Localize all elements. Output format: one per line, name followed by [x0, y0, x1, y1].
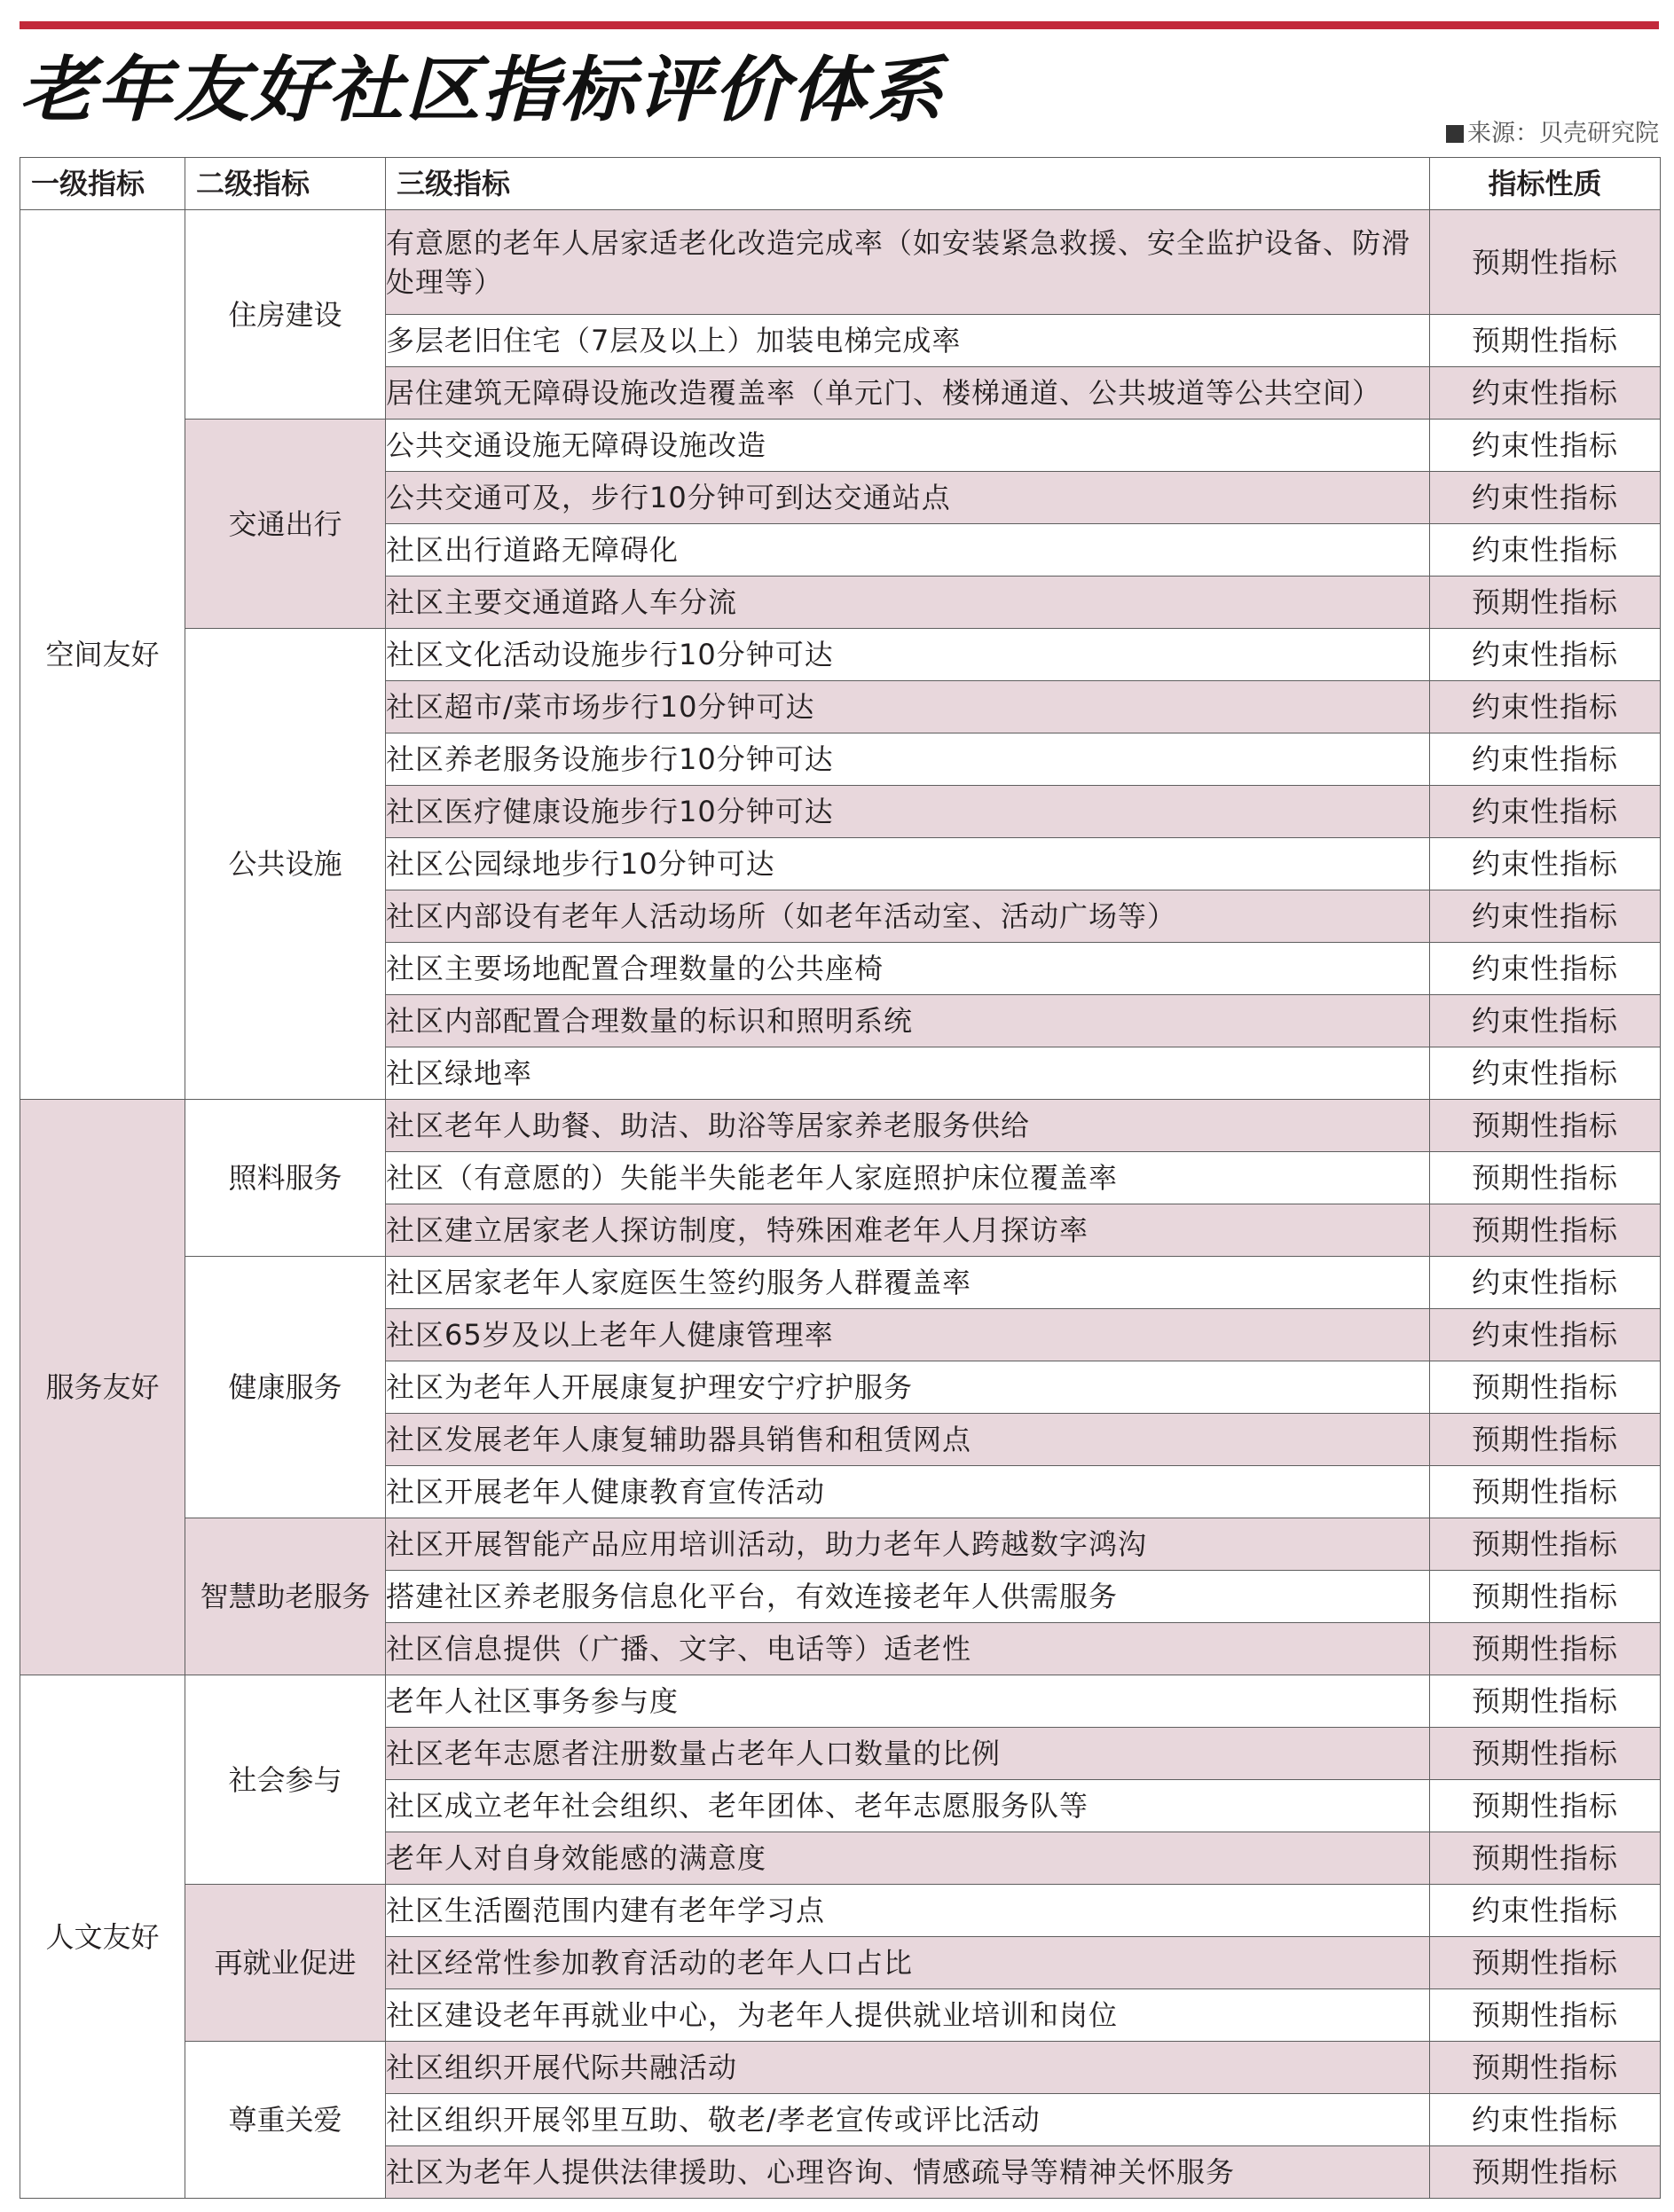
level3-cell: 社区居家老年人家庭医生签约服务人群覆盖率 — [386, 1257, 1430, 1309]
level3-cell: 社区发展老年人康复辅助器具销售和租赁网点 — [386, 1414, 1430, 1466]
level3-cell: 社区绿地率 — [386, 1047, 1430, 1100]
level3-cell: 社区为老年人提供法律援助、心理咨询、情感疏导等精神关怀服务 — [386, 2146, 1430, 2199]
page-title: 老年友好社区指标评价体系 — [20, 49, 946, 131]
table-row — [20, 2042, 1661, 2094]
header-level1: 一级指标 — [20, 158, 185, 210]
level3-cell: 社区经常性参加教育活动的老年人口占比 — [386, 1937, 1430, 1989]
level3-cell: 社区老年人助餐、助洁、助浴等居家养老服务供给 — [386, 1100, 1430, 1152]
level3-cell: 社区公园绿地步行10分钟可达 — [386, 838, 1430, 890]
header-level2: 二级指标 — [185, 158, 386, 210]
nature-cell: 预期性指标 — [1430, 1780, 1661, 1832]
table-header-row — [20, 158, 1661, 210]
nature-cell: 约束性指标 — [1430, 733, 1661, 786]
header-level3: 三级指标 — [386, 158, 1430, 210]
indicator-table — [20, 157, 1661, 2199]
nature-cell: 预期性指标 — [1430, 2146, 1661, 2199]
level2-cell: 尊重关爱 — [185, 2042, 386, 2199]
level2-cell: 再就业促进 — [185, 1885, 386, 2042]
table-row — [20, 1885, 1661, 1937]
nature-cell: 预期性指标 — [1430, 1937, 1661, 1989]
level3-cell: 社区组织开展代际共融活动 — [386, 2042, 1430, 2094]
level3-cell: 多层老旧住宅（7层及以上）加装电梯完成率 — [386, 315, 1430, 367]
level3-cell: 社区出行道路无障碍化 — [386, 524, 1430, 577]
nature-cell: 预期性指标 — [1430, 1152, 1661, 1204]
level3-cell: 社区医疗健康设施步行10分钟可达 — [386, 786, 1430, 838]
nature-cell: 预期性指标 — [1430, 2042, 1661, 2094]
nature-cell: 约束性指标 — [1430, 1257, 1661, 1309]
nature-cell: 预期性指标 — [1430, 1414, 1661, 1466]
nature-cell: 约束性指标 — [1430, 629, 1661, 681]
nature-cell: 预期性指标 — [1430, 1204, 1661, 1257]
level3-cell: 社区内部配置合理数量的标识和照明系统 — [386, 995, 1430, 1047]
source-text: 来源：贝壳研究院 — [1467, 120, 1659, 147]
nature-cell: 约束性指标 — [1430, 890, 1661, 943]
table-row — [20, 420, 1661, 472]
level3-cell: 搭建社区养老服务信息化平台，有效连接老年人供需服务 — [386, 1571, 1430, 1623]
nature-cell: 预期性指标 — [1430, 315, 1661, 367]
nature-cell: 约束性指标 — [1430, 681, 1661, 733]
nature-cell: 约束性指标 — [1430, 472, 1661, 524]
table-row — [20, 1257, 1661, 1309]
level2-cell: 公共设施 — [185, 629, 386, 1100]
level1-cell: 人文友好 — [20, 1675, 185, 2199]
level3-cell: 社区信息提供（广播、文字、电话等）适老性 — [386, 1623, 1430, 1675]
nature-cell: 约束性指标 — [1430, 786, 1661, 838]
nature-cell: 预期性指标 — [1430, 1989, 1661, 2042]
level3-cell: 社区老年志愿者注册数量占老年人口数量的比例 — [386, 1728, 1430, 1780]
nature-cell: 约束性指标 — [1430, 2094, 1661, 2146]
level2-cell: 健康服务 — [185, 1257, 386, 1518]
level3-cell: 社区生活圈范围内建有老年学习点 — [386, 1885, 1430, 1937]
level3-cell: 居住建筑无障碍设施改造覆盖率（单元门、楼梯通道、公共坡道等公共空间） — [386, 367, 1430, 420]
square-bullet-icon — [1446, 125, 1464, 143]
level3-cell: 社区主要交通道路人车分流 — [386, 577, 1430, 629]
level3-cell: 社区内部设有老年人活动场所（如老年活动室、活动广场等） — [386, 890, 1430, 943]
table-row — [20, 1518, 1661, 1571]
nature-cell: 预期性指标 — [1430, 577, 1661, 629]
table-row — [20, 629, 1661, 681]
table-row — [20, 1675, 1661, 1728]
level3-cell: 社区养老服务设施步行10分钟可达 — [386, 733, 1430, 786]
nature-cell: 预期性指标 — [1430, 1518, 1661, 1571]
level3-cell: 社区建设老年再就业中心，为老年人提供就业培训和岗位 — [386, 1989, 1430, 2042]
nature-cell: 预期性指标 — [1430, 1728, 1661, 1780]
nature-cell: 约束性指标 — [1430, 1309, 1661, 1361]
top-accent-bar — [20, 21, 1659, 29]
nature-cell: 约束性指标 — [1430, 995, 1661, 1047]
nature-cell: 预期性指标 — [1430, 1466, 1661, 1518]
level1-cell: 空间友好 — [20, 210, 185, 1100]
level3-cell: 社区成立老年社会组织、老年团体、老年志愿服务队等 — [386, 1780, 1430, 1832]
level3-cell: 社区组织开展邻里互助、敬老/孝老宣传或评比活动 — [386, 2094, 1430, 2146]
nature-cell: 约束性指标 — [1430, 943, 1661, 995]
level2-cell: 照料服务 — [185, 1100, 386, 1257]
level3-cell: 社区开展老年人健康教育宣传活动 — [386, 1466, 1430, 1518]
nature-cell: 预期性指标 — [1430, 1623, 1661, 1675]
level3-cell: 社区（有意愿的）失能半失能老年人家庭照护床位覆盖率 — [386, 1152, 1430, 1204]
header-nature: 指标性质 — [1430, 158, 1661, 210]
level2-cell: 智慧助老服务 — [185, 1518, 386, 1675]
level3-cell: 公共交通可及，步行10分钟可到达交通站点 — [386, 472, 1430, 524]
nature-cell: 预期性指标 — [1430, 1571, 1661, 1623]
table-row — [20, 1100, 1661, 1152]
level3-cell: 有意愿的老年人居家适老化改造完成率（如安装紧急救援、安全监护设备、防滑处理等） — [386, 210, 1430, 315]
nature-cell: 预期性指标 — [1430, 1832, 1661, 1885]
level3-cell: 社区文化活动设施步行10分钟可达 — [386, 629, 1430, 681]
level3-cell: 社区超市/菜市场步行10分钟可达 — [386, 681, 1430, 733]
level3-cell: 社区主要场地配置合理数量的公共座椅 — [386, 943, 1430, 995]
nature-cell: 约束性指标 — [1430, 367, 1661, 420]
nature-cell: 约束性指标 — [1430, 1885, 1661, 1937]
level3-cell: 社区为老年人开展康复护理安宁疗护服务 — [386, 1361, 1430, 1414]
level2-cell: 社会参与 — [185, 1675, 386, 1885]
level3-cell: 老年人社区事务参与度 — [386, 1675, 1430, 1728]
level2-cell: 住房建设 — [185, 210, 386, 420]
nature-cell: 约束性指标 — [1430, 838, 1661, 890]
level3-cell: 老年人对自身效能感的满意度 — [386, 1832, 1430, 1885]
level2-cell: 交通出行 — [185, 420, 386, 629]
nature-cell: 预期性指标 — [1430, 1675, 1661, 1728]
level3-cell: 社区65岁及以上老年人健康管理率 — [386, 1309, 1430, 1361]
nature-cell: 约束性指标 — [1430, 1047, 1661, 1100]
nature-cell: 约束性指标 — [1430, 524, 1661, 577]
level3-cell: 社区建立居家老人探访制度，特殊困难老年人月探访率 — [386, 1204, 1430, 1257]
nature-cell: 预期性指标 — [1430, 1361, 1661, 1414]
nature-cell: 预期性指标 — [1430, 210, 1661, 315]
nature-cell: 约束性指标 — [1430, 420, 1661, 472]
source-note — [1446, 121, 1659, 147]
table-row — [20, 210, 1661, 315]
level1-cell: 服务友好 — [20, 1100, 185, 1675]
level3-cell: 公共交通设施无障碍设施改造 — [386, 420, 1430, 472]
level3-cell: 社区开展智能产品应用培训活动，助力老年人跨越数字鸿沟 — [386, 1518, 1430, 1571]
nature-cell: 预期性指标 — [1430, 1100, 1661, 1152]
